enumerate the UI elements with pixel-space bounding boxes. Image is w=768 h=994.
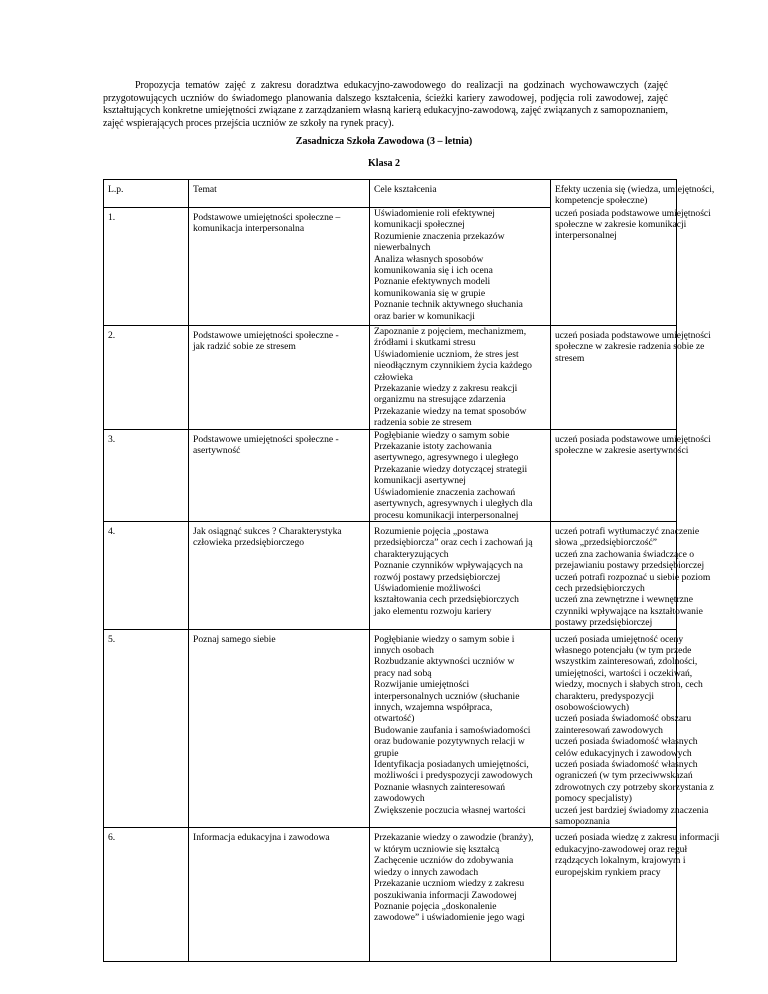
- cell-goals-line: poszukiwania informacji Zawodowej: [374, 889, 517, 901]
- cell-goals: [370, 208, 551, 326]
- cell-outcomes-line: uczeń potrafi wytłumaczyć znaczenie: [555, 525, 700, 537]
- cell-goals-line: asertywnego, agresywnego i uległego: [374, 452, 519, 464]
- cell-outcomes: [551, 629, 714, 828]
- cell-outcomes-line: społeczne w zakresie radzenia sobie ze: [555, 341, 705, 353]
- header-lp-text: L.p.: [108, 184, 124, 195]
- cell-outcomes-line: charakteru, predyspozycji: [555, 690, 655, 702]
- header-goals-text: Cele kształcenia: [374, 184, 437, 195]
- topics-table: [103, 179, 720, 962]
- cell-outcomes-line: uczeń potrafi rozpoznać u siebie poziom: [555, 571, 711, 583]
- cell-goals: [370, 429, 551, 521]
- header-goals: [370, 180, 551, 208]
- cell-goals-line: zawodowe” i uświadomienie jego wagi: [374, 912, 525, 924]
- cell-outcomes-line: uczeń zna zachowania świadczące o: [555, 548, 695, 560]
- cell-goals-line: jako elementu rozwoju kariery: [374, 605, 492, 617]
- cell-topic: [189, 326, 370, 430]
- header-lp: [104, 180, 189, 208]
- cell-goals-line: możliwości i predyspozycji zawodowych: [374, 770, 533, 782]
- topics-table-body: [104, 180, 720, 962]
- cell-outcomes-line: uczeń posiada podstawowe umiejętności: [555, 207, 711, 219]
- cell-goals-line: kształtowania cech przedsiębiorczych: [374, 594, 519, 606]
- cell-goals-line: grupie: [374, 747, 399, 759]
- table-row: [104, 629, 677, 828]
- cell-goals-line: Rozumienie znaczenia przekazów: [374, 230, 505, 242]
- cell-topic-line: jak radzić sobie ze stresem: [193, 341, 296, 353]
- cell-goals-line: Rozbudzanie aktywności uczniów w: [374, 656, 515, 668]
- cell-goals-line: Rozwijanie umiejętności: [374, 679, 470, 691]
- cell-goals-line: Uświadomienie uczniom, że stres jest: [374, 348, 519, 360]
- cell-goals-line: źródłami i skutkami stresu: [374, 337, 476, 349]
- cell-outcomes-line: zainteresowań zawodowych: [555, 724, 663, 736]
- cell-lp-text: 3.: [108, 433, 116, 445]
- cell-topic-line: Informacja edukacyjna i zawodowa: [193, 832, 330, 844]
- cell-goals-line: Zwiększenie poczucia własnej wartości: [374, 804, 526, 816]
- table-row: [104, 326, 677, 430]
- cell-goals-line: Poznanie pojęcia „doskonalenie: [374, 900, 497, 912]
- cell-outcomes-line: samopoznania: [555, 816, 610, 828]
- cell-goals-line: Zapoznanie z pojęciem, mechanizmem,: [374, 326, 527, 337]
- cell-outcomes-line: uczeń posiada umiejętność oceny: [555, 633, 684, 645]
- cell-goals-line: Pogłębianie wiedzy o samym sobie: [374, 429, 510, 441]
- cell-goals-line: pracy nad sobą: [374, 667, 432, 679]
- cell-outcomes-line: uczeń posiada świadomość obszaru: [555, 713, 692, 725]
- cell-goals-line: Przekazanie uczniom wiedzy z zakresu: [374, 878, 525, 890]
- table-row: [104, 828, 677, 962]
- cell-outcomes-line: własnego potencjału (w tym przede: [555, 644, 692, 656]
- cell-topic-line: asertywność: [193, 445, 241, 457]
- cell-outcomes-line: wszystkim zainteresowań, zdolności,: [555, 656, 698, 668]
- cell-lp: [104, 326, 189, 430]
- cell-goals-line: komunikowania się w grupie: [374, 287, 486, 299]
- table-row: [104, 208, 677, 326]
- cell-outcomes-line: społeczne w zakresie komunikacji: [555, 218, 687, 230]
- cell-goals-line: otwartość): [374, 713, 415, 725]
- cell-topic-line: Podstawowe umiejętności społeczne -: [193, 330, 339, 341]
- cell-topic: [189, 629, 370, 828]
- cell-lp-text: 4.: [108, 525, 116, 537]
- cell-outcomes-line: uczeń jest bardziej świadomy znaczenia: [555, 804, 709, 816]
- cell-outcomes-line: czynniki wpływające na kształtowanie: [555, 605, 703, 617]
- cell-lp: [104, 208, 189, 326]
- cell-goals-line: Przekazanie wiedzy o zawodzie (branży),: [374, 832, 534, 844]
- cell-goals-line: człowieka: [374, 371, 413, 383]
- table-header-row: [104, 180, 677, 208]
- cell-outcomes-line: ograniczeń (w tym przeciwwskazań: [555, 770, 693, 782]
- cell-outcomes-line: uczeń zna zewnętrzne i wewnętrzne: [555, 594, 693, 606]
- cell-goals-line: radzenia sobie ze stresem: [374, 417, 472, 429]
- cell-goals-line: oraz budowanie pozytywnych relacji w: [374, 736, 525, 748]
- header-outcomes-line: kompetencje społeczne): [555, 195, 648, 207]
- cell-goals-line: Przekazanie wiedzy z zakresu reakcji: [374, 383, 518, 395]
- header-topic-text: Temat: [193, 184, 217, 195]
- cell-lp-text: 6.: [108, 832, 116, 844]
- cell-outcomes-line: przejawianiu postawy przedsiębiorczej: [555, 560, 705, 572]
- cell-lp: [104, 429, 189, 521]
- cell-outcomes-line: pomocy specjalisty): [555, 793, 632, 805]
- cell-topic: [189, 828, 370, 962]
- header-outcomes: [551, 180, 715, 208]
- cell-goals-line: Przekazanie wiedzy na temat sposobów: [374, 405, 527, 417]
- cell-outcomes-line: osobowościowych): [555, 702, 630, 713]
- cell-outcomes-line: interpersonalnej: [555, 230, 617, 242]
- cell-topic-line: Poznaj samego siebie: [193, 633, 276, 645]
- cell-outcomes: [551, 207, 711, 326]
- cell-topic-line: Podstawowe umiejętności społeczne -: [193, 433, 339, 445]
- cell-goals-line: komunikacji społecznej: [374, 219, 465, 231]
- cell-outcomes-line: uczeń posiada podstawowe umiejętności: [555, 433, 711, 445]
- cell-goals-line: interpersonalnych uczniów (słuchanie: [374, 690, 520, 702]
- cell-lp-text: 2.: [108, 330, 116, 341]
- cell-goals-line: charakteryzujących: [374, 548, 449, 560]
- cell-goals-line: Budowanie zaufania i samoświadomości: [374, 724, 531, 736]
- cell-outcomes-line: cech przedsiębiorczych: [555, 582, 645, 594]
- cell-outcomes: [551, 326, 711, 430]
- cell-lp: [104, 629, 189, 828]
- cell-lp: [104, 828, 189, 962]
- cell-outcomes-line: umiejętności, wartości i oczekiwań,: [555, 667, 693, 679]
- cell-topic-line: Jak osiągnąć sukces ? Charakterystyka: [193, 525, 342, 537]
- cell-goals-line: Analiza własnych sposobów: [374, 253, 484, 265]
- cell-topic: [189, 208, 370, 326]
- cell-goals-line: Pogłębianie wiedzy o samym sobie i: [374, 633, 515, 645]
- cell-outcomes-line: edukacyjno-zawodowej oraz reguł: [555, 843, 688, 855]
- cell-goals-line: Uświadomienie znaczenia zachowań: [374, 486, 516, 498]
- cell-goals: [370, 326, 551, 430]
- cell-goals-line: procesu komunikacji interpersonalnej: [374, 509, 519, 521]
- cell-lp-text: 5.: [108, 633, 116, 645]
- cell-outcomes-line: słowa „przedsiębiorczość”: [555, 537, 658, 549]
- cell-lp-text: 1.: [108, 212, 116, 223]
- cell-outcomes-line: uczeń posiada świadomość własnych: [555, 736, 698, 748]
- class-heading: Klasa 2: [368, 158, 400, 169]
- cell-goals-line: w którym uczniowie się kształcą: [374, 843, 500, 855]
- cell-goals-line: Rozumienie pojęcia „postawa: [374, 525, 489, 537]
- cell-goals-line: Poznanie efektywnych modeli: [374, 276, 491, 288]
- cell-lp: [104, 521, 189, 629]
- cell-topic-line: komunikacja interpersonalna: [193, 223, 305, 235]
- cell-goals-line: rozwój postawy przedsiębiorczej: [374, 571, 501, 583]
- cell-goals-line: nieodłącznym czynnikiem życia każdego: [374, 360, 532, 372]
- cell-goals-line: asertywnych, agresywnych i uległych dla: [374, 498, 533, 510]
- cell-goals-line: niewerbalnych: [374, 242, 431, 254]
- cell-goals-line: komunikowania się i ich ocena: [374, 265, 493, 277]
- table-row: [104, 429, 677, 521]
- cell-topic-line: Podstawowe umiejętności społeczne –: [193, 212, 341, 223]
- cell-goals: [370, 521, 551, 629]
- cell-outcomes-line: rządzących lokalnym, krajowym i: [555, 855, 686, 867]
- cell-goals-line: Przekazanie istoty zachowania: [374, 441, 492, 453]
- cell-goals-line: Przekazanie wiedzy dotyczącej strategii: [374, 463, 528, 475]
- cell-goals-line: Poznanie własnych zainteresowań: [374, 781, 506, 793]
- cell-outcomes-line: uczeń posiada podstawowe umiejętności: [555, 330, 711, 341]
- header-topic: [189, 180, 370, 208]
- cell-goals-line: oraz barier w komunikacji: [374, 310, 475, 322]
- cell-goals-line: Zachęcenie uczniów do zdobywania: [374, 855, 514, 867]
- cell-goals-line: Uświadomienie roli efektywnej: [374, 208, 495, 219]
- cell-goals-line: zawodowych: [374, 793, 425, 805]
- cell-outcomes-line: uczeń posiada świadomość własnych: [555, 759, 698, 771]
- cell-goals: [370, 629, 551, 828]
- cell-outcomes: [551, 429, 711, 521]
- cell-topic-line: człowieka przedsiębiorczego: [193, 537, 305, 549]
- table-row: [104, 521, 677, 629]
- cell-goals: [370, 828, 551, 962]
- cell-outcomes-line: stresem: [555, 352, 585, 364]
- cell-goals-line: Poznanie czynników wpływających na: [374, 560, 523, 572]
- cell-outcomes-line: wiedzy, mocnych i słabych stron, cech: [555, 679, 703, 691]
- cell-outcomes-line: zdrowotnych czy potrzeby skorzystania z: [555, 781, 714, 793]
- cell-outcomes-line: społeczne w zakresie asertywności: [555, 445, 689, 457]
- cell-outcomes: [551, 521, 711, 629]
- school-heading: Zasadnicza Szkoła Zawodowa (3 – letnia): [295, 136, 473, 147]
- cell-goals-line: Identyfikacja posiadanych umiejętności,: [374, 759, 529, 771]
- cell-outcomes-line: uczeń posiada wiedzę z zakresu informacji: [555, 832, 720, 844]
- cell-goals-line: organizmu na stresujące zdarzenia: [374, 394, 506, 406]
- header-outcomes-line: Efekty uczenia się (wiedza, umiejętności,: [555, 184, 715, 195]
- cell-goals-line: innych, wzajemna współpraca,: [374, 702, 493, 713]
- cell-goals-line: przedsiębiorcza” oraz cech i zachowań ją: [374, 537, 533, 549]
- cell-goals-line: Poznanie technik aktywnego słuchania: [374, 299, 523, 311]
- cell-outcomes: [551, 828, 720, 962]
- cell-topic: [189, 429, 370, 521]
- cell-outcomes-line: celów edukacyjnych i zawodowych: [555, 747, 692, 759]
- cell-outcomes-line: europejskim rynkiem pracy: [555, 866, 661, 878]
- intro-paragraph: Propozycja tematów zajęć z zakresu doradztwa edukacyjno-zawodowego do realizacji na godzinach wychowawczych (zajęć przygotowujących uczniów do świadomego planowania dalszego kształcenia, ścieżki kariery zawodowej, podjęcia roli zawodowej, zajęć kształtujących konkretne umiejętności związane z zarządzaniem własną karierą edukacyjno-zawodową, zajęć związanych z samopoznaniem, zajęć wspierających proces przejścia uczniów ze szkoły na rynek pracy).: [103, 80, 668, 129]
- cell-topic: [189, 521, 370, 629]
- cell-outcomes-line: postawy przedsiębiorczej: [555, 617, 653, 629]
- cell-goals-line: wiedzy o innych zawodach: [374, 866, 479, 878]
- cell-goals-line: komunikacji asertywnej: [374, 475, 466, 487]
- cell-goals-line: innych osobach: [374, 644, 434, 656]
- cell-goals-line: Uświadomienie możliwości: [374, 582, 481, 594]
